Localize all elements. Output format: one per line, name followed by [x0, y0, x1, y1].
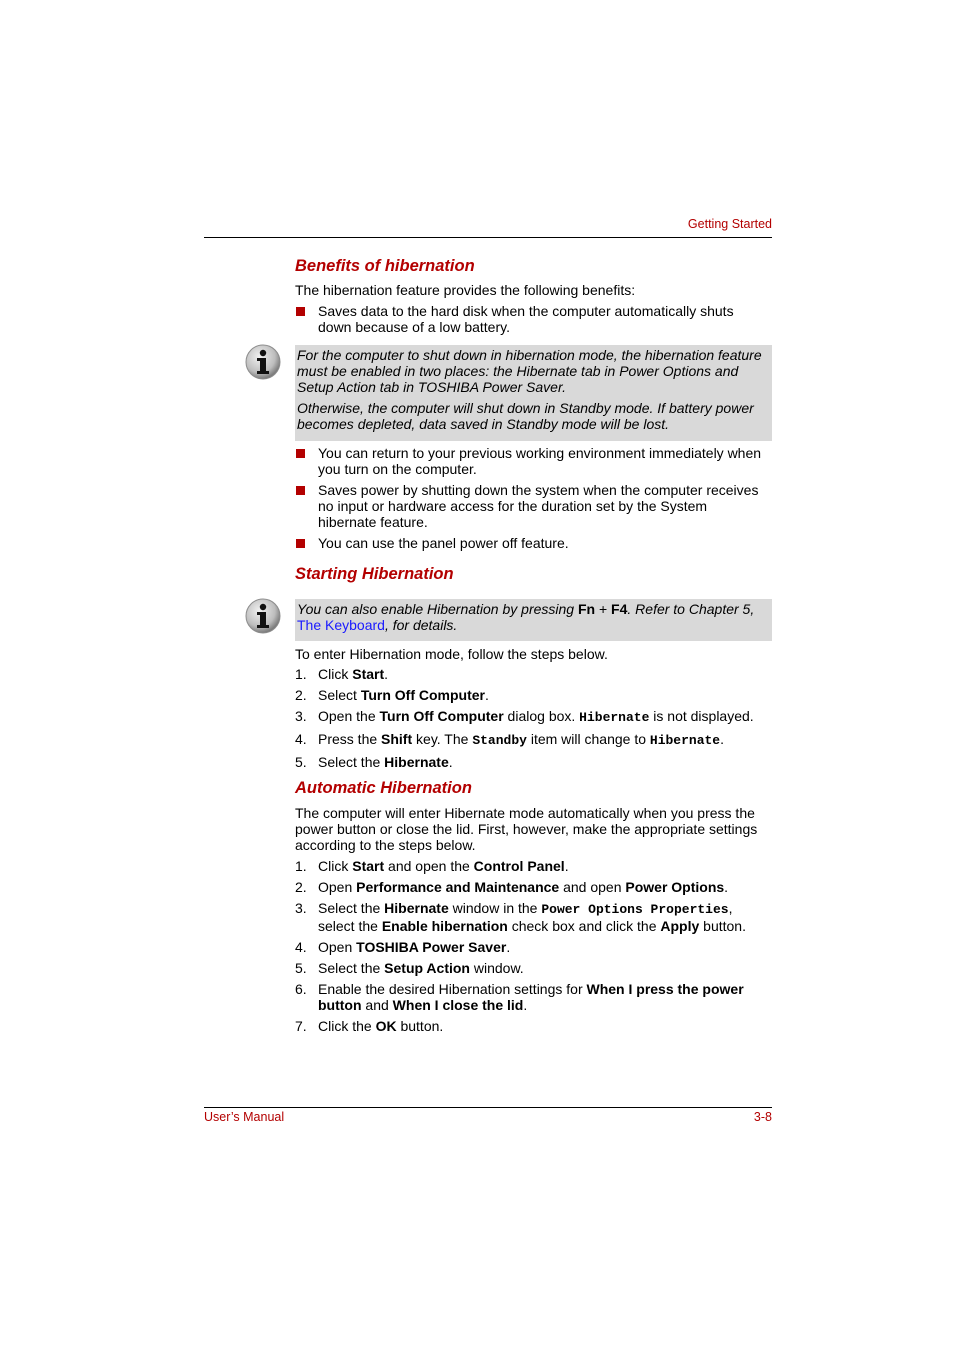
list-item: Saves power by shutting down the system when the computer receives no input or hardware access for the duration set by the System hibernate feature.	[295, 482, 772, 530]
list-item: You can use the panel power off feature.	[295, 535, 772, 551]
list-item: 3. Select the Hibernate window in the Power Options Properties, select the Enable hibernation check box and click the Apply button.	[295, 900, 746, 934]
starting-intro: To enter Hibernation mode, follow the steps below.	[295, 646, 608, 662]
list-item: 3. Open the Turn Off Computer dialog box. Hibernate is not displayed.	[295, 708, 754, 725]
list-item: You can return to your previous working environment immediately when you turn on the computer.	[295, 445, 772, 477]
list-item: 4. Open TOSHIBA Power Saver.	[295, 939, 511, 955]
automatic-steps: The computer will enter Hibernate mode automatically when you press the power button or close the lid. First, however, make the appropriate settings according to the steps below. 1. Click Start and open the Control Panel. 2. Open Performance and Maintenance and open Power Options. 3. Select the Hibernate window in the Power Options Properties, select the Enable hibernation check box and click the Apply button. 4. Open TOSHIBA Power Saver. 5. Select the Setup Action window. 6. Enable the desired Hibernation settings for When I press the power button and When I close the lid. 7. Click the OK button.	[295, 805, 772, 1034]
running-header: Getting Started	[687, 217, 772, 231]
list-item: Saves data to the hard disk when the computer automatically shuts down because of a low battery.	[295, 303, 772, 335]
section-heading-starting: Starting Hibernation	[295, 565, 454, 583]
benefit-bullets-more	[295, 445, 772, 551]
note-box-fn-f4: You can also enable Hibernation by pressing Fn + F4. Refer to Chapter 5, The Keyboard, for details.	[295, 599, 772, 641]
list-item: 5. Select the Setup Action window.	[295, 960, 524, 976]
bullet-square-icon	[296, 449, 305, 458]
keyboard-chapter-link[interactable]: The Keyboard	[297, 617, 385, 633]
benefits-intro-block	[295, 282, 772, 298]
benefit-bullet-1	[295, 303, 772, 335]
header-rule	[204, 237, 772, 238]
bullet-square-icon	[296, 307, 305, 316]
list-item: 6. Enable the desired Hibernation settings for When I press the power button and When I close the lid.	[295, 981, 744, 1013]
list-item: 4. Press the Shift key. The Standby item will change to Hibernate.	[295, 731, 724, 748]
page-number: 3-8	[753, 1110, 772, 1124]
benefits-intro: The hibernation feature provides the following benefits:	[295, 282, 636, 298]
section-heading-automatic: Automatic Hibernation	[295, 779, 472, 797]
info-icon	[245, 344, 281, 380]
list-item: 1. Click Start.	[295, 666, 389, 682]
bullet-square-icon	[296, 486, 305, 495]
note-box-hibernation: For the computer to shut down in hibernation mode, the hibernation feature must be enabled in two places: the Hibernate tab in Power Options and Setup Action tab in TOSHIBA Power Saver. Otherwise, the computer will shut down in Standby mode. If battery power becomes depleted, data saved in Standby mode will be lost.	[295, 345, 772, 441]
info-icon	[245, 598, 281, 634]
list-item: 2. Open Performance and Maintenance and open Power Options.	[295, 879, 729, 895]
list-item: 1. Click Start and open the Control Panel.	[295, 858, 569, 874]
list-item: 7. Click the OK button.	[295, 1018, 444, 1034]
section-heading-benefits: Benefits of hibernation	[295, 257, 475, 275]
list-item: 5. Select the Hibernate.	[295, 754, 453, 770]
list-item: 2. Select Turn Off Computer.	[295, 687, 489, 703]
starting-steps	[295, 646, 772, 770]
footer-manual-title: User’s Manual	[204, 1110, 285, 1124]
bullet-square-icon	[296, 539, 305, 548]
footer-rule	[204, 1107, 772, 1108]
